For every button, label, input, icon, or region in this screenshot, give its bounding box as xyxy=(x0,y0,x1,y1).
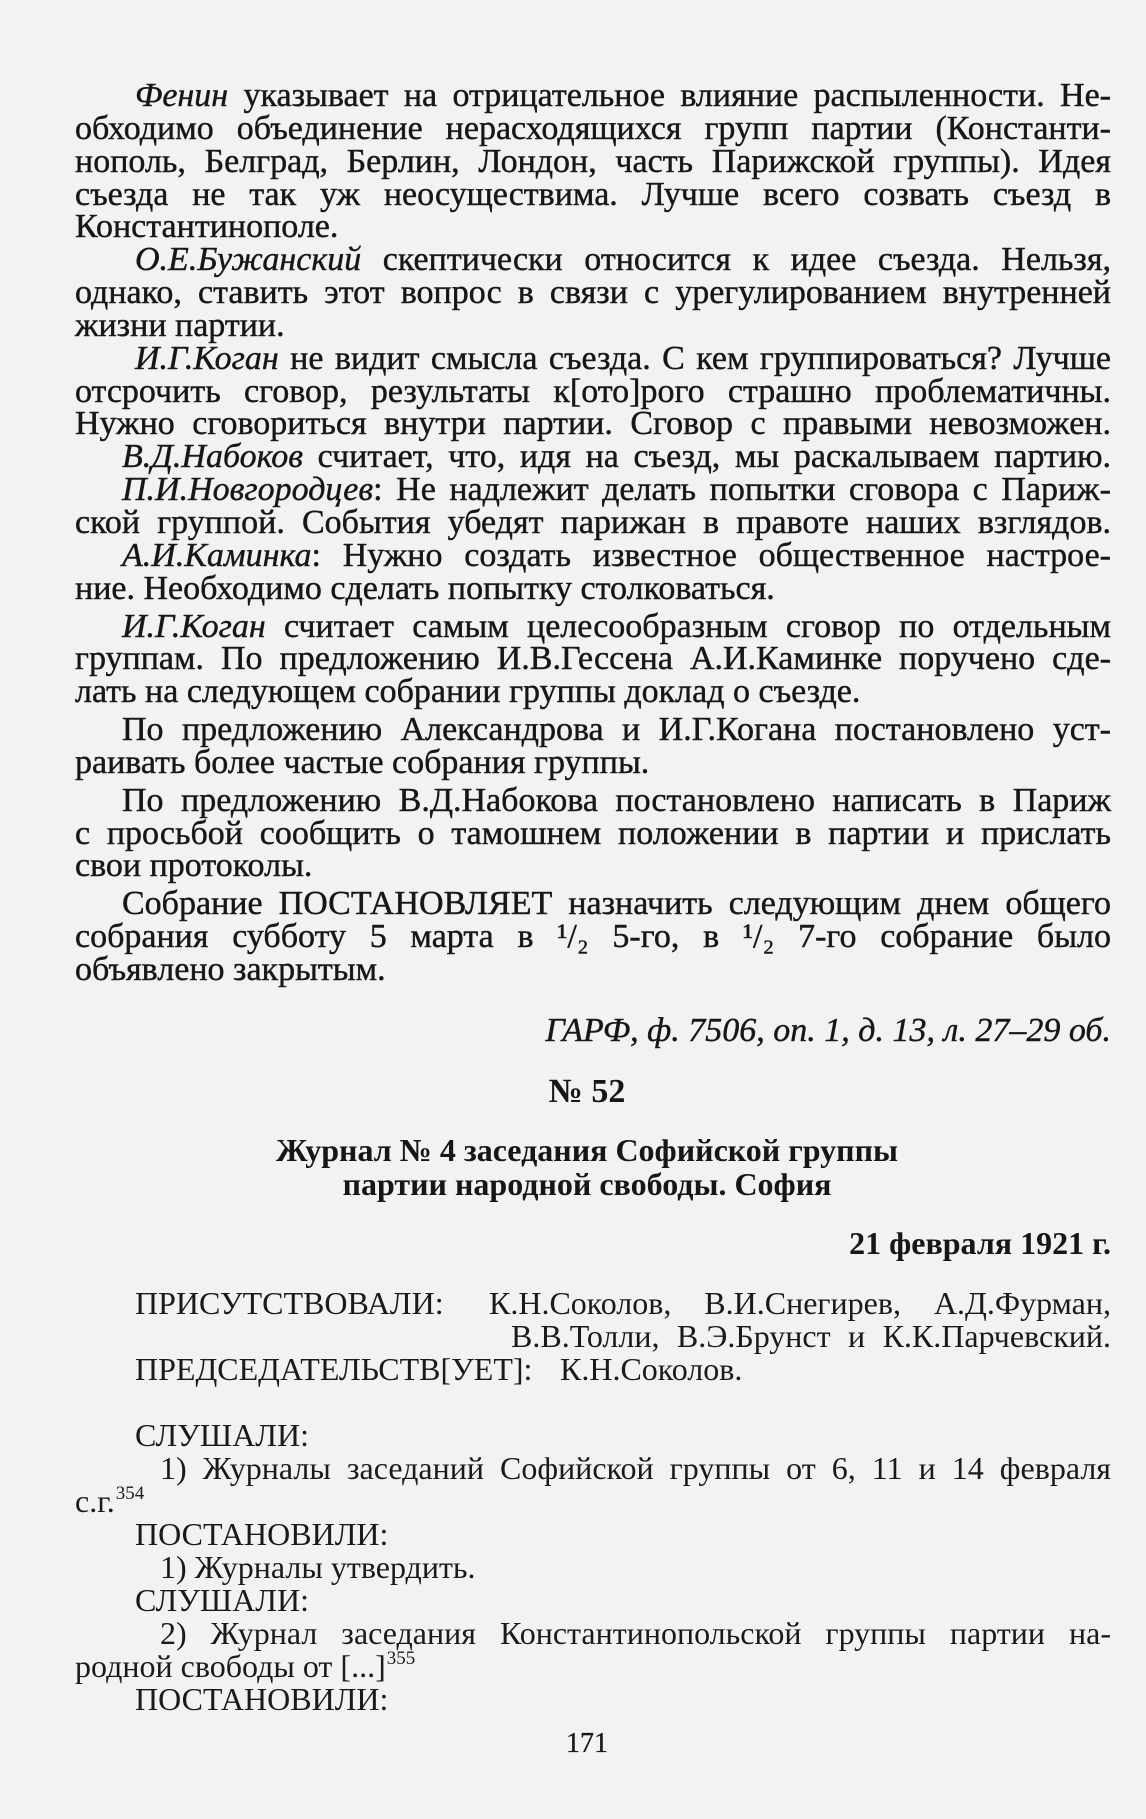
paragraph-line: ской группой. События убедят парижан в правоте наших взглядов. xyxy=(75,503,1111,541)
line-text: считает самым целесообразным сговор по отдельным xyxy=(265,607,1111,645)
paragraph-line: раивать более частые собрания группы. xyxy=(75,743,650,781)
paragraph-line: однако, ставить этот вопрос в связи с урегулированием внутренней xyxy=(75,274,1111,312)
agenda-item-text: с.г. xyxy=(75,1483,115,1519)
paragraph-line: лать на следующем собрании группы доклад о съезде. xyxy=(75,673,861,711)
discussion-paragraph xyxy=(75,438,1111,476)
paragraph-line xyxy=(75,77,1111,114)
paragraph-line xyxy=(75,438,1111,476)
line-text: скептически относится к идее съезда. Нельзя, xyxy=(361,241,1111,279)
attendance-row xyxy=(75,1287,1111,1320)
chair-row xyxy=(75,1353,1111,1386)
line-text: указывает на отрицательное влияние распыленности. Не- xyxy=(228,77,1111,114)
chair-name: К.Н.Соколов. xyxy=(560,1351,743,1387)
document-title-line: партии народной свободы. София xyxy=(342,1166,832,1203)
attendance-label: ПРИСУТСТВОВАЛИ: xyxy=(135,1285,444,1321)
paragraph-line: Собрание ПОСТАНОВЛЯЕТ назначить следующим днем общего xyxy=(122,885,1111,923)
speaker-name: И.Г.Коган xyxy=(122,607,266,645)
discussion-paragraph xyxy=(75,471,1111,541)
discussion-paragraph xyxy=(75,339,1111,443)
paragraph-line: обходимо объединение нерасходящихся групп партии (Константи- xyxy=(75,109,1111,147)
agenda-item-text-end xyxy=(75,1485,1111,1518)
line-text: : Не надлежит делать попытки сговора с Париж- xyxy=(373,471,1111,509)
paragraph-line: Нужно сговориться внутри партии. Сговор с правыми невозможен. xyxy=(75,405,1111,443)
page-number: 171 xyxy=(566,1728,608,1759)
speaker-name: А.И.Каминка xyxy=(122,536,312,574)
paragraph-line: нополь, Белград, Берлин, Лондон, часть Парижской группы). Идея xyxy=(75,142,1111,180)
agenda-item-text: 1) Журналы заседаний Софийской группы от 6, 11 и 14 февраля xyxy=(160,1450,1111,1486)
speaker-name: П.И.Новгородцев xyxy=(122,471,374,509)
chair-label: ПРЕДСЕДАТЕЛЬСТВ[УЕТ]: xyxy=(135,1351,533,1387)
paragraph-line: съезда не так уж неосуществима. Лучше всего созвать съезд в xyxy=(75,175,1111,213)
line-text: не видит смысла съезда. С кем группироваться? Лучше xyxy=(278,339,1111,377)
discussion-paragraph xyxy=(75,607,1111,711)
document-date: 21 февраля 1921 г. xyxy=(849,1225,1111,1261)
paragraph-line xyxy=(75,339,1111,377)
agenda-heard-label: СЛУШАЛИ: xyxy=(135,1417,309,1453)
meeting-minutes xyxy=(75,1287,1111,1716)
paragraph-line: с просьбой сообщить о тамошнем положении в партии и прислать xyxy=(75,814,1111,852)
paragraph-line: группам. По предложению И.В.Гессена А.И.Каминке поручено сде- xyxy=(75,640,1111,678)
paragraph-line: ние. Необходимо сделать попытку столковаться. xyxy=(75,569,775,607)
blank-line xyxy=(75,1386,1111,1419)
paragraph-line: По предложению В.Д.Набокова постановлено написать в Париж xyxy=(122,781,1111,819)
agenda-item-text: родной свободы от [...] xyxy=(75,1648,386,1684)
paragraph-line: По предложению Александрова и И.Г.Когана постановлено уст- xyxy=(122,711,1111,749)
agenda-resolved-label: ПОСТАНОВИЛИ: xyxy=(135,1516,389,1552)
discussion-paragraph xyxy=(75,536,1111,607)
agenda-item-text: 2) Журнал заседания Константинопольской группы партии на- xyxy=(160,1615,1111,1651)
archive-source: ГАРФ, ф. 7506, оп. 1, д. 13, л. 27–29 об. xyxy=(545,1012,1111,1049)
document-number: № 52 xyxy=(548,1073,626,1110)
paragraph-line xyxy=(75,607,1111,645)
document-title-line: Журнал № 4 заседания Софийской группы xyxy=(276,1132,898,1168)
line-text: : Нужно создать известное общественное настрое- xyxy=(311,536,1111,574)
attendance-names-line: В.В.Толли, В.Э.Брунст и К.К.Парчевский. xyxy=(511,1318,1111,1354)
paragraph-line xyxy=(75,241,1111,279)
agenda-resolution-text: 1) Журналы утвердить. xyxy=(160,1549,476,1585)
footnote-ref: 354 xyxy=(115,1483,145,1504)
resolution-paragraph xyxy=(75,885,1111,988)
paragraph-line: собрания субботу 5 марта в ¹/₂ 5-го, в ¹/₂ 7-го собрание было xyxy=(75,918,1111,956)
paragraph-line xyxy=(75,536,1111,574)
line-text: считает, что, идя на съезд, мы раскалываем партию. xyxy=(302,438,1111,476)
document-title xyxy=(75,1133,1099,1202)
speaker-name: Фенин xyxy=(135,77,229,114)
resolution-paragraph xyxy=(75,711,1111,781)
discussion-paragraph xyxy=(75,77,1111,246)
paragraph-line: объявлено закрытым. xyxy=(75,950,386,988)
speaker-name: В.Д.Набоков xyxy=(122,438,303,476)
paragraph-line: отсрочить сговор, результаты к[ото]рого страшно проблематичны. xyxy=(75,372,1111,410)
paragraph-line xyxy=(75,471,1111,509)
agenda-heard-label: СЛУШАЛИ: xyxy=(135,1582,309,1618)
meeting-discussion xyxy=(75,77,1111,988)
discussion-paragraph xyxy=(75,241,1111,344)
footnote-ref: 355 xyxy=(386,1648,416,1669)
paragraph-line: свои протоколы. xyxy=(75,847,313,885)
attendance-names-line: К.Н.Соколов, В.И.Снегирев, А.Д.Фурман, xyxy=(489,1285,1111,1321)
agenda-item-text-end xyxy=(75,1650,1111,1683)
agenda-resolved-label: ПОСТАНОВИЛИ: xyxy=(135,1681,389,1717)
speaker-name: И.Г.Коган xyxy=(135,339,279,377)
resolution-paragraph xyxy=(75,781,1111,885)
paragraph-line: жизни партии. xyxy=(75,306,285,344)
paragraph-line: Константинополе. xyxy=(75,208,339,246)
speaker-name: О.Е.Бужанский xyxy=(135,241,362,279)
